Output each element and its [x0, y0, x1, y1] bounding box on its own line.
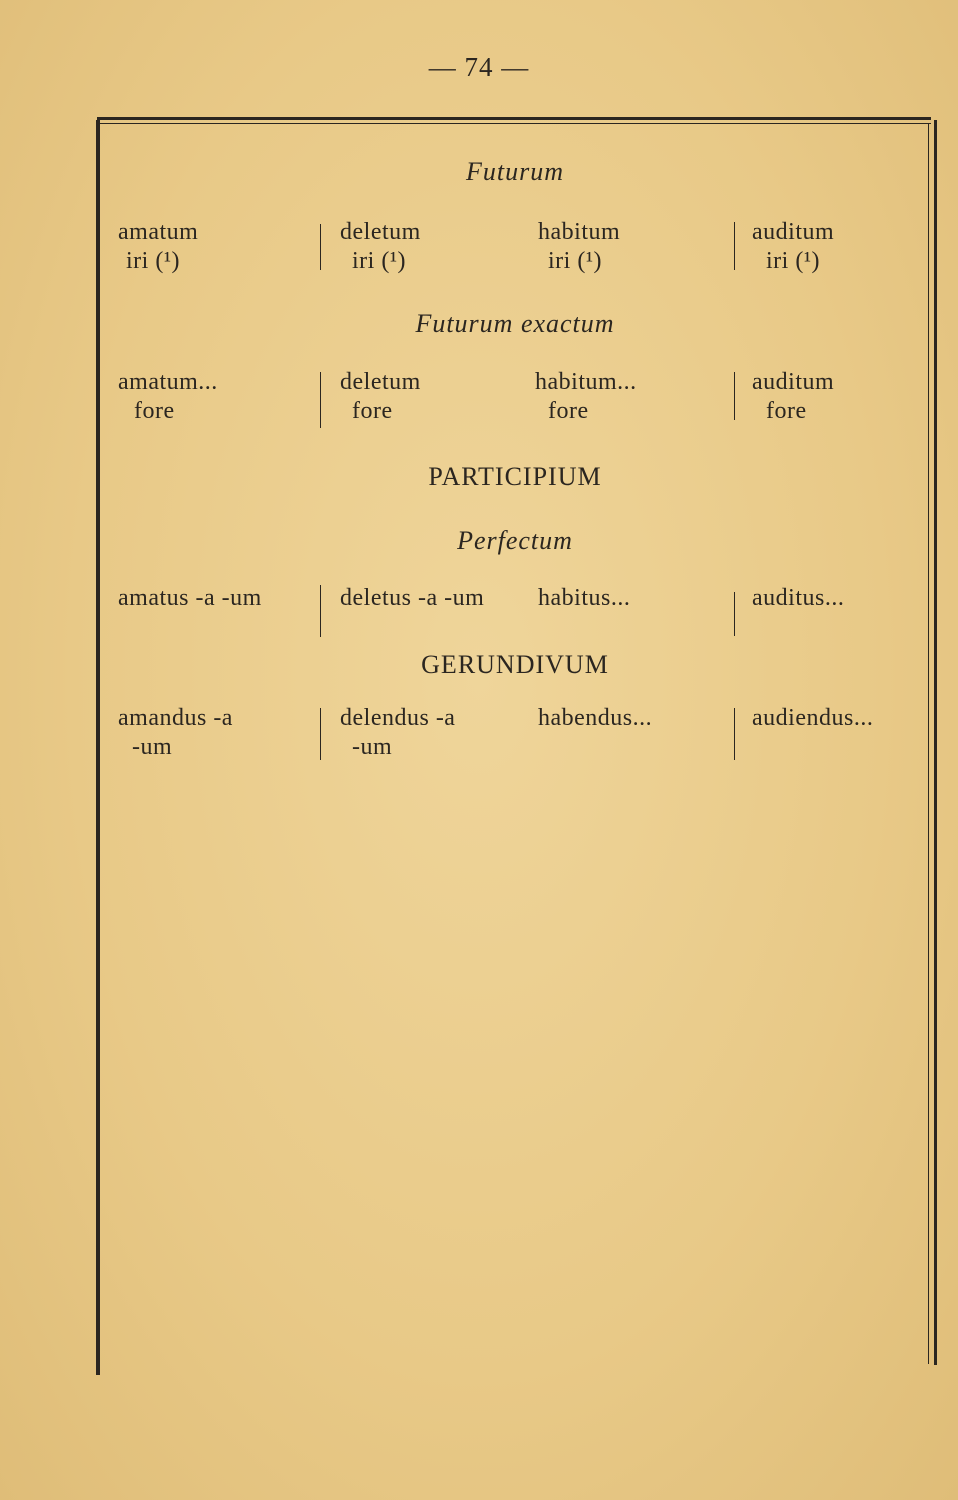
column-divider: [734, 592, 735, 636]
page-number: — 74 —: [428, 52, 530, 82]
column-divider: [320, 372, 321, 428]
gerundivum-col2-line1: delendus ‑a: [340, 705, 456, 731]
gerundivum-col1-line1: amandus ‑a: [118, 705, 233, 731]
heading-participium: PARTICIPIUM: [428, 462, 602, 491]
futurum-col2-line2: iri (¹): [352, 248, 407, 274]
futurum-exactum-col2-line1: deletum: [340, 369, 421, 395]
heading-futurum: Futurum: [466, 157, 564, 186]
futurum-col3-line1: habitum: [538, 219, 621, 245]
participium-col2-line1: deletus ‑a ‑um: [340, 585, 485, 611]
futurum-exactum-col4-line2: fore: [766, 398, 807, 424]
frame-top-rule: [97, 117, 931, 124]
heading-futurum-exactum: Futurum exactum: [415, 309, 615, 338]
frame-right-rule: [934, 120, 937, 1365]
futurum-col1-line1: amatum: [118, 219, 199, 245]
column-divider: [320, 585, 321, 637]
futurum-exactum-col4-line1: auditum: [752, 369, 835, 395]
gerundivum-col3-line1: habendus...: [538, 705, 653, 731]
column-divider: [734, 372, 735, 420]
participium-col1-line1: amatus ‑a ‑um: [118, 585, 262, 611]
gerundivum-col2-line2: ‑um: [352, 734, 393, 760]
futurum-exactum-col2-line2: fore: [352, 398, 393, 424]
heading-gerundivum: GERUNDIVUM: [421, 650, 609, 679]
participium-col3-line1: habitus...: [538, 585, 631, 611]
futurum-col4-line1: auditum: [752, 219, 835, 245]
column-divider: [734, 708, 735, 760]
gerundivum-col4-line1: audiendus...: [752, 705, 874, 731]
futurum-exactum-col3-line2: fore: [548, 398, 589, 424]
gerundivum-col1-line2: ‑um: [132, 734, 173, 760]
column-divider: [734, 222, 735, 270]
futurum-exactum-col1-line2: fore: [134, 398, 175, 424]
heading-perfectum: Perfectum: [457, 526, 573, 555]
column-divider: [320, 708, 321, 760]
futurum-exactum-col1-line1: amatum...: [118, 369, 218, 395]
futurum-exactum-col3-line1: habitum...: [535, 369, 637, 395]
column-divider: [320, 224, 321, 270]
futurum-col2-line1: deletum: [340, 219, 421, 245]
futurum-col3-line2: iri (¹): [548, 248, 603, 274]
participium-col4-line1: auditus...: [752, 585, 845, 611]
futurum-col4-line2: iri (¹): [766, 248, 821, 274]
futurum-col1-line2: iri (¹): [126, 248, 181, 274]
